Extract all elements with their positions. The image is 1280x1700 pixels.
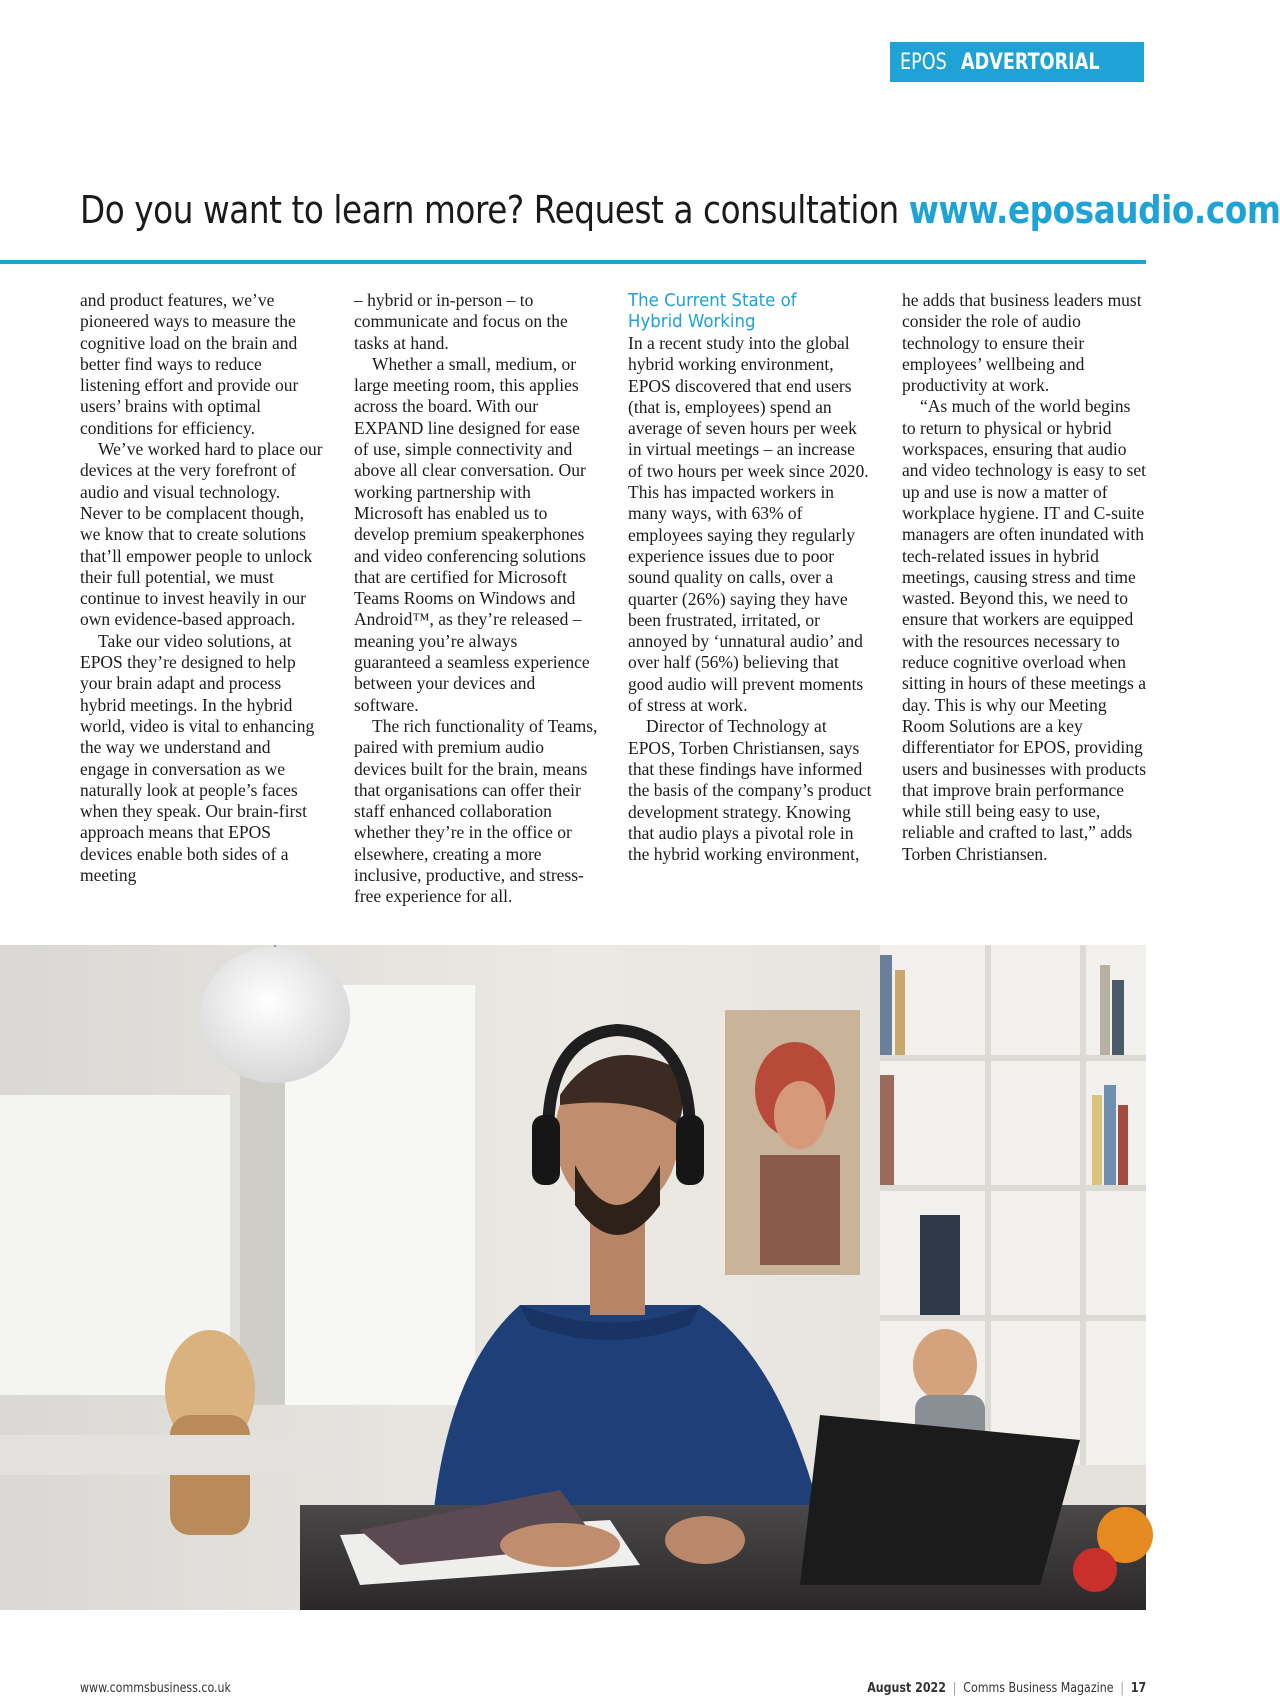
article-column-4 [902, 290, 1146, 908]
page-footer [80, 1678, 1146, 1698]
page-number: 17 [1130, 1680, 1146, 1696]
paragraph: We’ve worked hard to place our devices at the very forefront of audio and visual technology. Never to be complacent though, we know that to create solutions that’ll empower people to unlock their full potential, we must continue to invest heavily in our own evidence-based approach. [80, 439, 323, 630]
article-column-3 [628, 290, 872, 908]
footer-website-link[interactable]: www.commsbusiness.co.uk [80, 1680, 231, 1696]
footer-date: August 2022 [867, 1680, 946, 1696]
paragraph: Director of Technology at EPOS, Torben Christiansen, says that these findings have informed the basis of the company’s product development strategy. Knowing that audio plays a pivotal role in the hybrid working environment, [628, 716, 872, 865]
paragraph: Whether a small, medium, or large meeting room, this applies across the board. With our EXPAND line designed for ease of use, simple connectivity and above all clear conversation. Our working partnership with Microsoft has enabled us to develop premium speakerphones and video conferencing solutions that are certified for Microsoft Teams Rooms on Windows and Android™, as they’re released – meaning you’re always guaranteed a seamless experience between your devices and software. [354, 353, 590, 715]
footer-issue-info [867, 1681, 1146, 1696]
paragraph: In a recent study into the global hybrid working environment, EPOS discovered that end users (that is, employees) spend an average of seven hours per week in virtual meetings – an increase of two hours per week since 2020. This has impacted workers in many ways, with 63% of employees saying they regularly experience issues due to poor sound quality on calls, over a quarter (26%) saying they have been frustrated, irritated, or annoyed by ‘unnatural audio’ and over half (56%) believing that good audio will prevent moments of stress at work. [628, 333, 869, 716]
article-body [80, 290, 1150, 908]
footer-separator: | [952, 1680, 957, 1696]
paragraph: – hybrid or in-person – to communicate and focus on the tasks at hand. [354, 290, 568, 353]
headline-divider [0, 260, 1146, 264]
section-subheading: The Current State of Hybrid Working [628, 290, 797, 332]
headline-text: Do you want to learn more? Request a consultation [80, 188, 909, 232]
footer-separator: | [1120, 1680, 1124, 1696]
article-column-2 [354, 290, 598, 908]
badge-label: ADVERTORIAL [960, 49, 1100, 75]
badge-brand: EPOS [900, 49, 948, 75]
article-column-1 [80, 290, 324, 908]
paragraph: and product features, we’ve pioneered ways to measure the cognitive load on the brain and better find ways to reduce listening effort and provide our users’ brains with optimal conditions for efficiency. [80, 290, 299, 438]
footer-magazine: Comms Business Magazine [963, 1680, 1114, 1696]
paragraph: The rich functionality of Teams, paired with premium audio devices built for the brain, means that organisations can offer their staff enhanced collaboration whether they’re in the office or elsewhere, creating a more inclusive, productive, and stress-free experience for all. [354, 715, 598, 907]
paragraph: he adds that business leaders must consider the role of audio technology to ensure their employees’ wellbeing and productivity at work. [902, 290, 1142, 396]
consultation-headline [80, 188, 1280, 232]
headline-url-link[interactable]: www.eposaudio.com [908, 188, 1280, 232]
advertorial-badge [890, 42, 1144, 82]
man-with-headphones-photo [0, 945, 1146, 1610]
article-photo [0, 945, 1146, 1610]
paragraph: “As much of the world begins to return to physical or hybrid workspaces, ensuring that audio and video technology is easy to set up and use is now a matter of workplace hygiene. IT and C-suite managers are often inundated with tech-related issues in hybrid meetings, causing stress and time wasted. Beyond this, we need to ensure that workers are equipped with the resources necessary to reduce cognitive overload when sitting in hours of these meetings a day. This is why our Meeting Room Solutions are a key differentiator for EPOS, providing users and businesses with products that improve brain performance while still being easy to use, reliable and crafted to last,” adds Torben Christiansen. [902, 396, 1147, 864]
paragraph: Take our video solutions, at EPOS they’re designed to help your brain adapt and process hybrid meetings. In the hybrid world, video is vital to enhancing the way we understand and engage in conversation as we naturally look at people’s faces when they speak. Our brain-first approach means that EPOS devices enable both sides of a meeting [80, 630, 315, 886]
